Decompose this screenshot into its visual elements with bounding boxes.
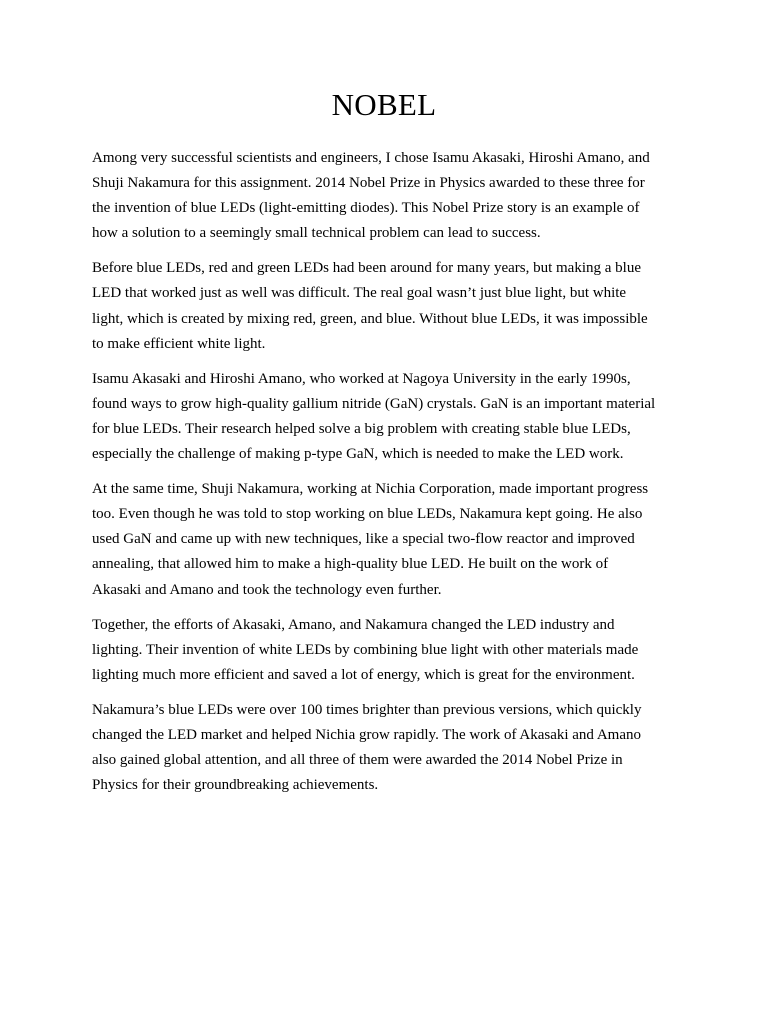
paragraph-line: for blue LEDs. Their research helped solve a big problem with creating stable blue LEDs, — [92, 420, 631, 437]
paragraph-line: how a solution to a seemingly small technical problem can lead to success. — [92, 225, 541, 242]
body-paragraph — [92, 698, 682, 798]
paragraph-line: also gained global attention, and all three of them were awarded the 2014 Nobel Prize in — [92, 752, 623, 769]
document-body — [92, 146, 682, 808]
paragraph-line: changed the LED market and helped Nichia grow rapidly. The work of Akasaki and Amano — [92, 726, 642, 743]
paragraph-line: Physics for their groundbreaking achievements. — [92, 777, 379, 794]
paragraph-line: light, which is created by mixing red, green, and blue. Without blue LEDs, it was impossible — [92, 310, 648, 327]
paragraph-line: too. Even though he was told to stop working on blue LEDs, Nakamura kept going. He also — [92, 506, 643, 523]
paragraph-line: Among very successful scientists and engineers, I chose Isamu Akasaki, Hiroshi Amano, and — [92, 150, 650, 166]
paragraph-line: the invention of blue LEDs (light-emitting diodes). This Nobel Prize story is an example of — [92, 200, 640, 217]
paragraph-line: annealing, that allowed him to make a high-quality blue LED. He built on the work of — [92, 556, 609, 573]
paragraph-line: Nakamura’s blue LEDs were over 100 times brighter than previous versions, which quickly — [92, 701, 642, 718]
paragraph-line: At the same time, Shuji Nakamura, working at Nichia Corporation, made important progress — [92, 481, 649, 498]
paragraph-line: lighting. Their invention of white LEDs by combining blue light with other materials made — [92, 641, 639, 658]
body-paragraph — [92, 613, 682, 688]
paragraph-line: Before blue LEDs, red and green LEDs had been around for many years, but making a blue — [92, 260, 641, 277]
body-paragraph — [92, 477, 682, 602]
paragraph-line: LED that worked just as well was difficult. The real goal wasn’t just blue light, but white — [92, 285, 627, 302]
paragraph-line: Shuji Nakamura for this assignment. 2014 Nobel Prize in Physics awarded to these three for — [92, 175, 645, 192]
paragraph-line: found ways to grow high-quality gallium nitride (GaN) crystals. GaN is an important material — [92, 395, 656, 412]
paragraph-line: Akasaki and Amano and took the technology even further. — [92, 581, 442, 598]
paragraph-line: Together, the efforts of Akasaki, Amano, and Nakamura changed the LED industry and — [92, 616, 615, 633]
paragraph-line: lighting much more efficient and saved a lot of energy, which is great for the environment. — [92, 666, 635, 683]
paragraph-line: used GaN and came up with new techniques, like a special two-flow reactor and improved — [92, 531, 635, 548]
paragraph-line: especially the challenge of making p-type GaN, which is needed to make the LED work. — [92, 446, 624, 463]
body-paragraph — [92, 367, 682, 467]
body-paragraph — [92, 256, 682, 356]
paragraph-line: to make efficient white light. — [92, 335, 266, 352]
document-title: NOBEL — [331, 87, 437, 122]
body-paragraph — [92, 146, 682, 246]
paragraph-line: Isamu Akasaki and Hiroshi Amano, who worked at Nagoya University in the early 1990s, — [92, 370, 631, 387]
